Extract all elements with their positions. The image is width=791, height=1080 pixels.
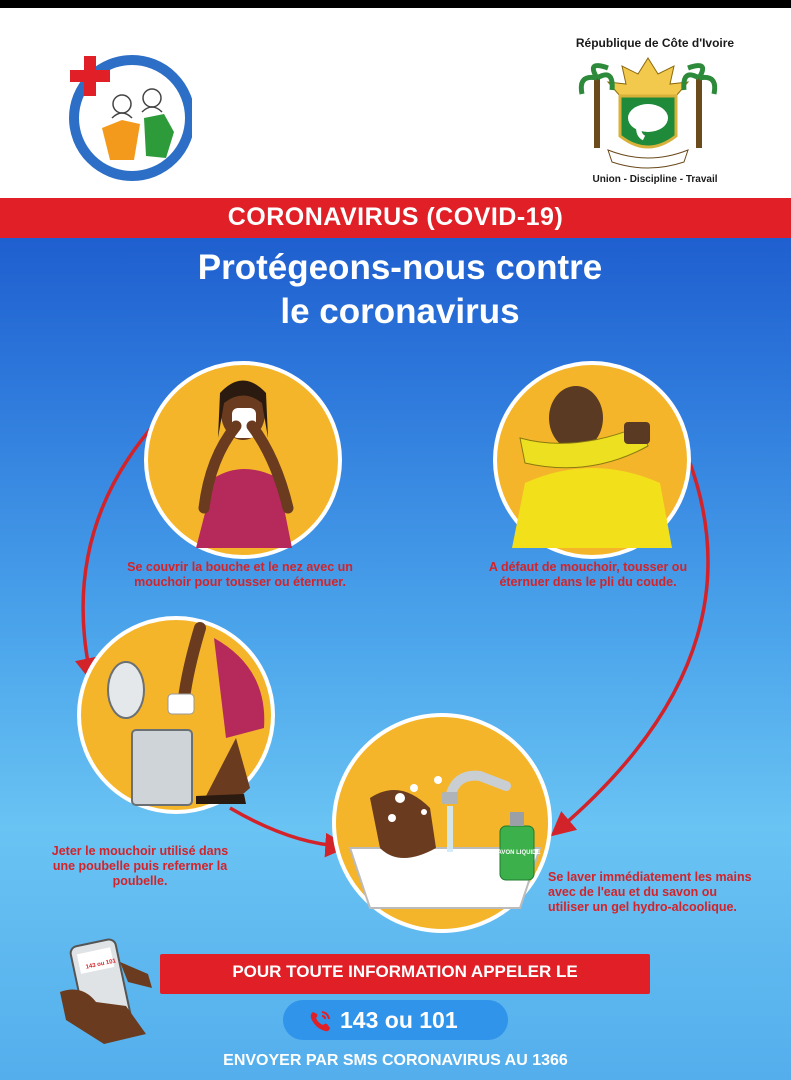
sms-label: ENVOYER PAR SMS CORONAVIRUS AU 1366 <box>223 1052 568 1069</box>
poster <box>0 8 791 1080</box>
man-coughing-elbow-illustration <box>495 363 689 557</box>
arrow-step3-to-step4 <box>230 808 340 846</box>
woman-sneezing-tissue-illustration <box>146 363 340 557</box>
step-3-text: Jeter le mouchoir utilisé dans une poubelle puis refermer la poubelle. <box>51 844 229 888</box>
step-1-text: Se couvrir la bouche et le nez avec un mouchoir pour tousser ou éternuer. <box>127 560 353 589</box>
motto: Union - Discipline - Travail <box>592 174 718 185</box>
headline-line-2: le coronavirus <box>280 292 520 331</box>
phone-numbers: 143 ou 101 <box>340 1007 458 1033</box>
step-4-text: Se laver immédiatement les mains avec de l'eau et du savon ou utiliser un gel hydro-alcoolique. <box>548 870 752 914</box>
info-label: POUR TOUTE INFORMATION APPELER LE <box>232 962 578 981</box>
phone-in-hand-illustration <box>56 936 176 1048</box>
phone-screen-text: 143 ou 101 <box>85 958 117 971</box>
phone-call-icon <box>307 1008 333 1034</box>
headline-line-1: Protégeons-nous contre <box>197 248 603 287</box>
step-2-text: A défaut de mouchoir, tousser ou éternuer dans le pli du coude. <box>488 560 688 589</box>
tissue-in-bin-illustration <box>79 618 273 812</box>
republic-name: République de Côte d'Ivoire <box>575 36 735 50</box>
covid-banner-label: CORONAVIRUS (COVID-19) <box>227 203 564 231</box>
handwashing-illustration <box>334 715 550 931</box>
soap-label: SAVON LIQUIDE <box>493 850 541 856</box>
steps-illustration <box>0 8 791 1080</box>
